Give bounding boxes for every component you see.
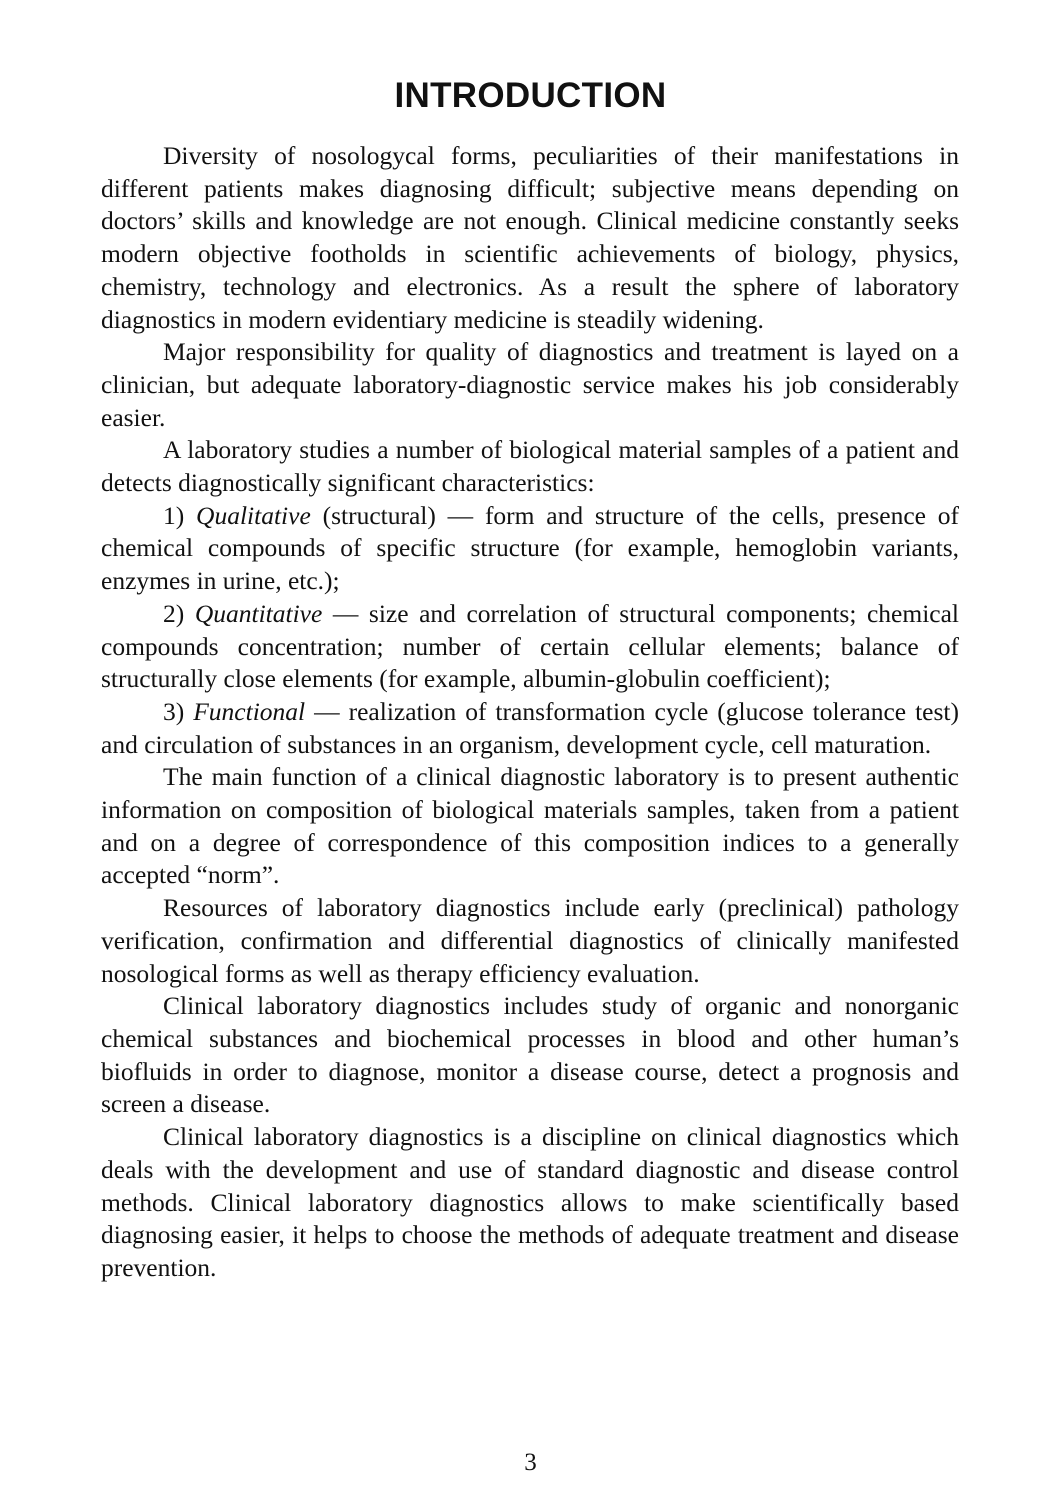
list-item-term: Quantitative — [194, 598, 323, 628]
list-item-functional — [101, 696, 959, 761]
paragraph: The main function of a clinical diagnostic laboratory is to present authentic information on composition of biological materials samples, taken from a patient and on a degree of correspondence of this composition indices to a generally accepted “norm”. — [101, 762, 959, 890]
paragraph: Resources of laboratory diagnostics include early (preclinical) pathology verification, confirmation and differential diagnostics of clinically manifested nosological forms as well as therapy efficiency evaluation. — [101, 893, 959, 988]
body-text — [101, 140, 959, 1285]
list-item-text: — realization of transformation cycle (glucose tolerance test) and circulation of substances in an organism, development cycle, cell maturation. — [101, 696, 959, 759]
list-item-text: — size and correlation of structural components; chemical compounds concentration; number of certain cellular elements; balance of structurally close elements (for example, albumin-globulin coefficient); — [101, 598, 960, 694]
list-item-term: Functional — [193, 696, 306, 726]
list-item-number: 2) — [163, 598, 185, 628]
list-item-number: 3) — [163, 696, 185, 726]
paragraph: Clinical laboratory diagnostics includes study of organic and nonorganic chemical substances and biochemical processes in blood and other human’s biofluids in order to diagnose, monitor a disease course, detect a prognosis and screen a disease. — [101, 991, 959, 1119]
list-item-number: 1) — [163, 500, 185, 530]
list-item-term: Qualitative — [196, 500, 311, 530]
list-item-qualitative — [101, 500, 959, 598]
paragraph: Diversity of nosologycal forms, peculiarities of their manifestations in different patients makes diagnosing difficult; subjective means depending on doctors’ skills and knowledge are not enough. Clinical medicine constantly seeks modern objective footholds in scientific achievements of biology, physics, chemistry, technology and electronics. As a result the sphere of laboratory diagnostics in modern evidentiary medicine is steadily widening. — [101, 141, 959, 334]
paragraph: Clinical laboratory diagnostics is a discipline on clinical diagnostics which deals with the development and use of standard diagnostic and disease control methods. Clinical laboratory diagnostics allows to make scientifically based diagnosing easier, it helps to choose the methods of adequate treatment and disease prevention. — [101, 1122, 959, 1282]
paragraph: Major responsibility for quality of diagnostics and treatment is layed on a clinician, but adequate laboratory-diagnostic service makes his job considerably easier. — [101, 337, 959, 432]
list-item-text: (structural) — form and structure of the cells, presence of chemical compounds of specific structure (for example, hemoglobin variants, enzymes in urine, etc.); — [101, 500, 960, 596]
paragraph: A laboratory studies a number of biological material samples of a patient and detects diagnostically significant characteristics: — [101, 435, 959, 498]
page-number: 3 — [524, 1449, 537, 1476]
list-item-quantitative — [101, 598, 959, 696]
page-title: INTRODUCTION — [394, 76, 667, 115]
